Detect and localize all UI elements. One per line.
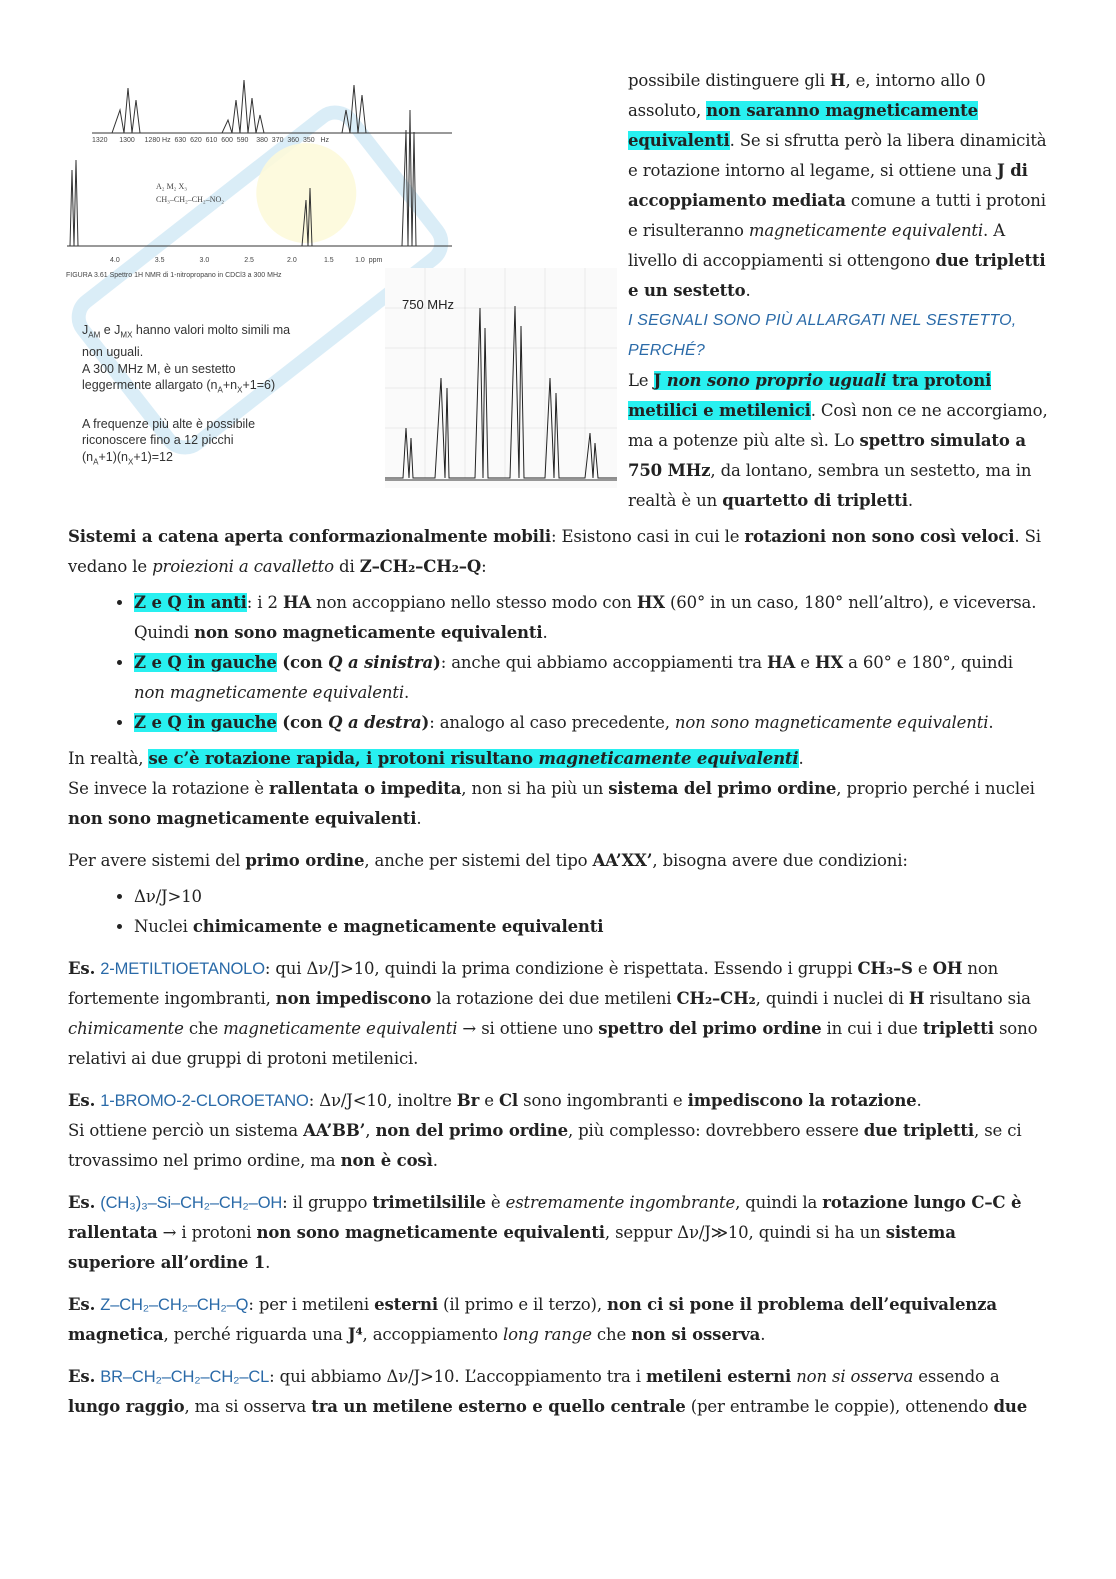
figure-axis-top: 1320 1300 1280 Hz 630 620 610 600 590 380 370 360 350 Hz bbox=[92, 137, 330, 144]
paragraph: Sistemi a catena aperta conformazionalmente mobili: Esistono casi in cui le rotazioni non sono così veloci. Si vedano le proiezioni a cavalletto di Z–CH₂–CH₂–Q: bbox=[68, 527, 1041, 576]
list-item: • Z e Q in gauche (con Q a destra): analogo al caso precedente, non sono magneticamente equivalenti. bbox=[134, 708, 1048, 738]
paragraph: possibile distinguere gli H, e, intorno allo 0 assoluto, non saranno magneticamente equivalenti. Se si sfrutta però la libera dinamicità e rotazione intorno al legame, si ottiene una J di accoppiamento mediata comune a tutti i protoni e risulteranno magneticamente equivalenti. A livello di accoppiamenti si ottengono due tripletti e un sestetto. bbox=[628, 71, 1047, 300]
example-paragraph: Es. 1-BROMO-2-CLOROETANO: Δν/J<10, inoltre Br e Cl sono ingombranti e impediscono la rotazione. Si ottiene perciò un sistema AA’BB’, non del primo ordine, più complesso: dovrebbero essere due tripletti, se ci trovassimo nel primo ordine, ma non è così. bbox=[68, 1091, 1022, 1170]
list-item: • Z e Q in gauche (con Q a sinistra): anche qui abbiamo accoppiamenti tra HA e HX a 60° e 180°, quindi non magneticamente equivalenti. bbox=[134, 648, 1048, 708]
example-paragraph: Es. (CH₃)₃–Si–CH₂–CH₂–OH: il gruppo trimetilsilile è estremamente ingombrante, quindi la rotazione lungo C–C è rallentata → i protoni non sono magneticamente equivalenti, seppur Δν/J≫10, quindi si ha un sistema superiore all’ordine 1. bbox=[68, 1193, 1022, 1272]
list-item: • Δν/J>10 bbox=[134, 882, 1048, 912]
paragraph: In realtà, se c’è rotazione rapida, i protoni risultano magneticamente equivalenti. Se invece la rotazione è rallentata o impedita, non si ha più un sistema del primo ordine, proprio perché i nuclei non sono magneticamente equivalenti. bbox=[68, 749, 1035, 828]
example-paragraph: Es. BR–CH₂–CH₂–CH₂–CL: qui abbiamo Δν/J>10. L’accoppiamento tra i metileni esterni non si osserva essendo a lungo raggio, ma si osserva tra un metilene esterno e quello centrale (per entrambe le coppie), ottenendo due bbox=[68, 1367, 1028, 1416]
figure-note: $J_{AM}$ e $J_{MX}$ hanno valori molto simili ma non uguali. A 300 MHz M, è un sestetto leggermente allargato $(n_A+n_X+1=6)$ A frequenze più alte è possibile riconoscere fino a 12 picchi $(n_A+1)(n_X+1)=12$ bbox=[82, 323, 291, 466]
figure-structure-labels: A₂ M₂ X₃ bbox=[156, 182, 188, 191]
right-column-text bbox=[628, 66, 1048, 516]
conformation-list bbox=[68, 588, 1048, 738]
section-question: I SEGNALI SONO PIÙ ALLARGATI NEL SESTETTO, PERCHÉ? bbox=[628, 312, 1017, 359]
paragraph: Le J non sono proprio uguali tra protoni metilici e metilenici. Così non ce ne accorgiamo, ma a potenze più alte sì. Lo spettro simulato a 750 MHz, da lontano, sembra un sestetto, ma in realtà è un quartetto di tripletti. bbox=[628, 371, 1048, 510]
list-item: • Z e Q in anti: i 2 HA non accoppiano nello stesso modo con HX (60° in un caso, 180° nell’altro), e viceversa. Quindi non sono magneticamente equivalenti. bbox=[134, 588, 1048, 648]
figure-structure: CH₃–CH₂–CH₂–NO₂ bbox=[156, 195, 225, 204]
example-paragraph: Es. 2-METILTIOETANOLO: qui Δν/J>10, quindi la prima condizione è rispettata. Essendo i gruppi CH₃–S e OH non fortemente ingombranti, non impediscono la rotazione dei due metileni CH₂–CH₂, quindi i nuclei di H risultano sia chimicamente che magneticamente equivalenti → si ottiene uno spettro del primo ordine in cui i due tripletti sono relativi ai due gruppi di protoni metilenici. bbox=[68, 959, 1038, 1068]
paragraph: Per avere sistemi del primo ordine, anche per sistemi del tipo AA’XX’, bisogna avere due condizioni: bbox=[68, 851, 908, 870]
conditions-list bbox=[68, 882, 1048, 942]
spectrum-frequency-label: 750 MHz bbox=[402, 297, 455, 312]
figure-axis-bottom: 4.0 3.5 3.0 2.5 2.0 1.5 1.0 ppm bbox=[110, 257, 383, 264]
example-paragraph: Es. Z–CH₂–CH₂–CH₂–Q: per i metileni esterni (il primo e il terzo), non ci si pone il problema dell’equivalenza magnetica, perché riguarda una J⁴, accoppiamento long range che non si osserva. bbox=[68, 1295, 997, 1344]
list-item: • Nuclei chimicamente e magneticamente equivalenti bbox=[134, 912, 1048, 942]
main-text bbox=[68, 522, 1048, 1422]
figure-caption: FIGURA 3.61 Spettro 1H NMR di 1-nitropropano in CDCl3 a 300 MHz bbox=[66, 272, 282, 279]
